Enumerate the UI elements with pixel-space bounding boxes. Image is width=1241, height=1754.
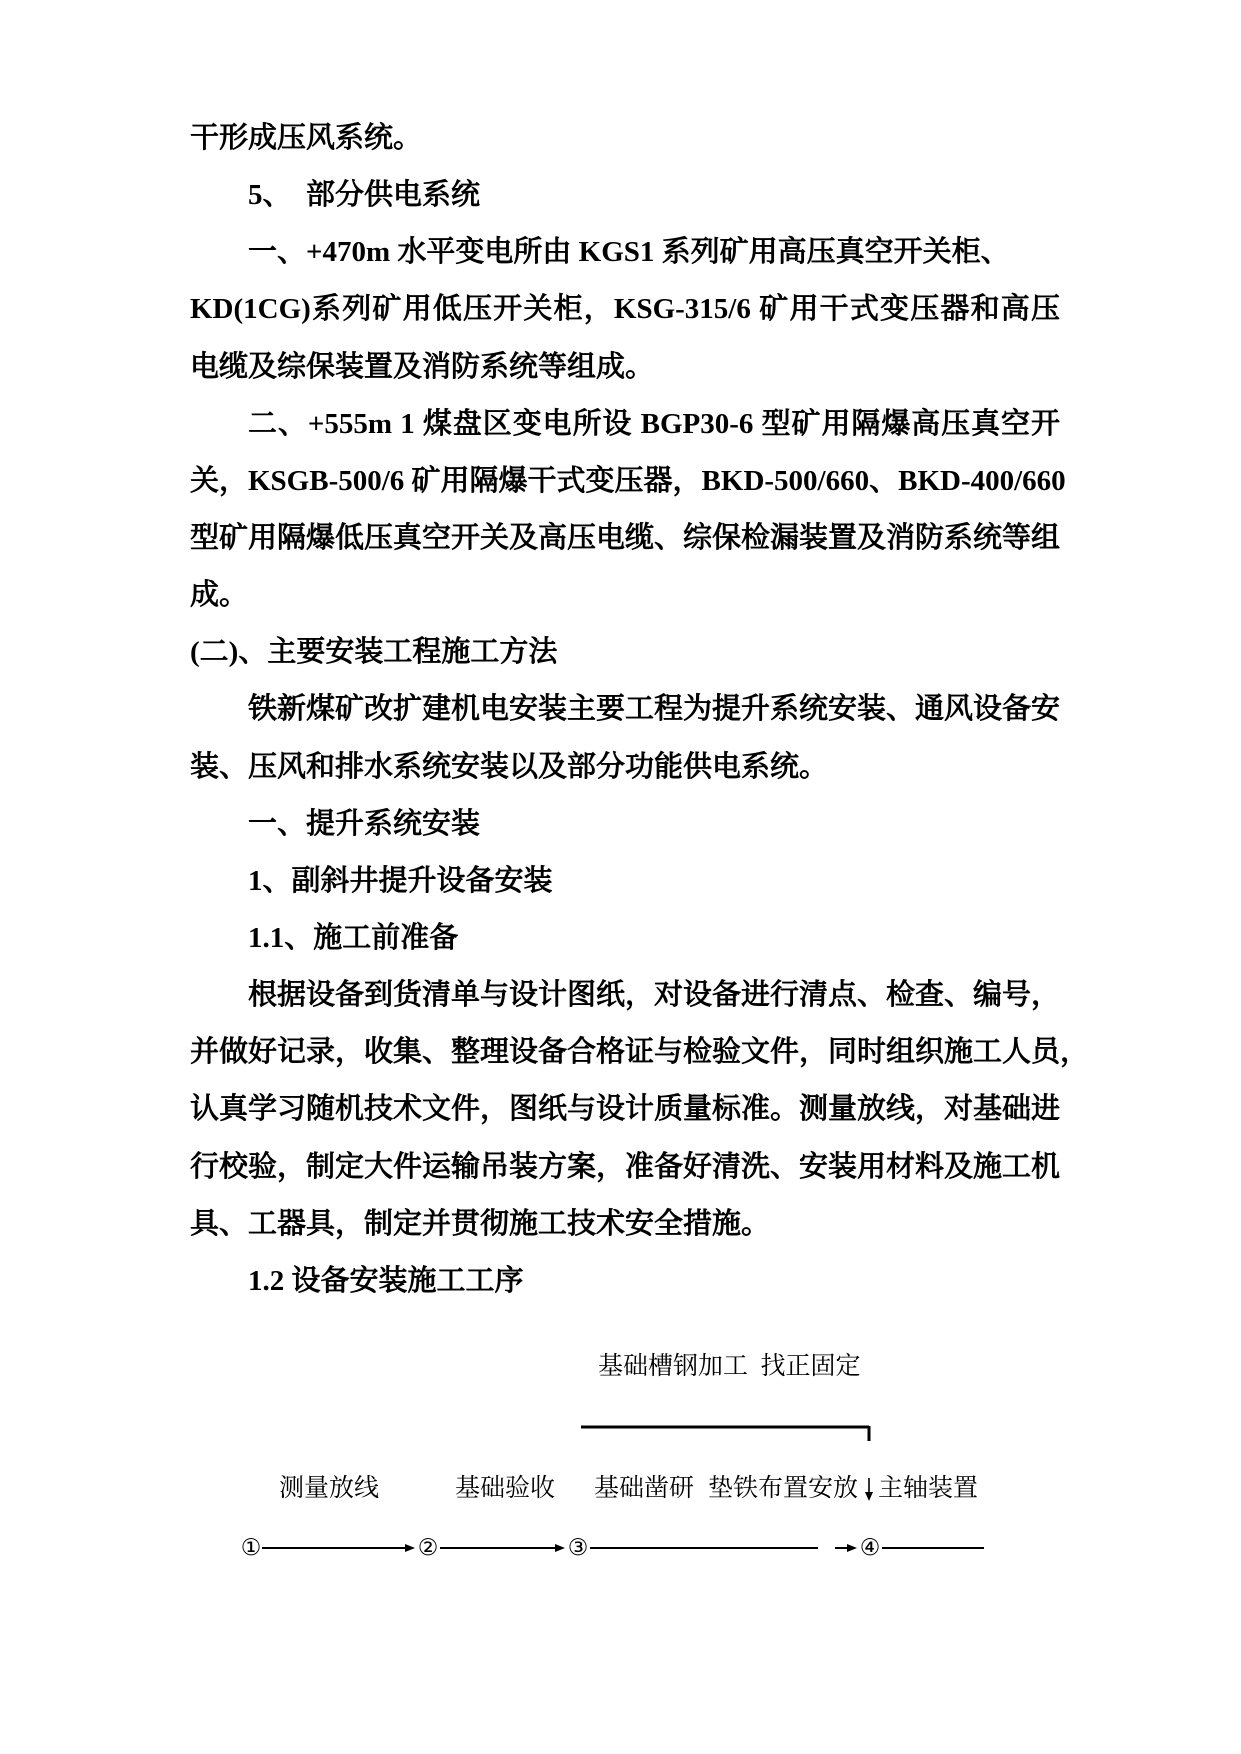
arrow-head-to-node-4 bbox=[847, 1544, 857, 1552]
arrow-head-to-node-3 bbox=[555, 1544, 565, 1552]
flow-node-4: ④ bbox=[859, 1535, 881, 1561]
step-label-shim-placement: 垫铁布置安放 bbox=[708, 1475, 859, 1502]
body-text-line: 干形成压风系统。 bbox=[190, 122, 423, 154]
down-arrow-head bbox=[865, 1492, 873, 1501]
body-text-line: 电缆及综保装置及消防系统等组成。 bbox=[190, 350, 655, 383]
body-text-line: 行校验，制定大件运输吊装方案，准备好清洗、安装用材料及施工机 bbox=[190, 1150, 1061, 1183]
body-text-line: 铁新煤矿改扩建机电安装主要工程为提升系统安装、通风设备安 bbox=[248, 693, 1061, 726]
section-heading-power-supply: 5、 部分供电系统 bbox=[248, 179, 481, 212]
section-heading-process-sequence: 1.2 设备安装施工工序 bbox=[248, 1264, 524, 1297]
body-text-line: 成。 bbox=[190, 579, 249, 612]
body-text-line: 具、工器具，制定并贯彻施工技术安全措施。 bbox=[190, 1207, 771, 1240]
flow-node-3: ③ bbox=[567, 1535, 589, 1561]
section-heading-installation-methods: (二)、主要安装工程施工方法 bbox=[190, 636, 558, 669]
flow-node-2: ② bbox=[417, 1535, 439, 1561]
step-label-survey: 测量放线 bbox=[279, 1475, 380, 1502]
body-text-line: 认真学习随机技术文件，图纸与设计质量标准。测量放线，对基础进 bbox=[190, 1093, 1061, 1126]
body-text-line: 装、压风和排水系统安装以及部分功能供电系统。 bbox=[190, 750, 829, 783]
body-text-line: KD(1CG)系列矿用低压开关柜，KSG-315/6 矿用干式变压器和高压 bbox=[190, 293, 1060, 326]
document-body bbox=[190, 110, 1090, 1310]
body-text-line: 关，KSGB-500/6 矿用隔爆干式变压器，BKD-500/660、BKD-400/660 bbox=[190, 464, 1066, 497]
body-text-line: 根据设备到货清单与设计图纸，对设备进行清点、检查、编号， bbox=[248, 979, 1061, 1012]
flow-node-1: ① bbox=[240, 1535, 262, 1561]
arrow-head-to-node-2 bbox=[405, 1544, 415, 1552]
step-label-foundation-chiseling: 基础凿研 bbox=[594, 1475, 695, 1502]
section-heading-preparation: 1.1、施工前准备 bbox=[248, 921, 459, 954]
section-heading-inclined-shaft: 1、副斜井提升设备安装 bbox=[248, 864, 553, 897]
body-text-line: 型矿用隔爆低压真空开关及高压电缆、综保检漏装置及消防系统等组 bbox=[190, 521, 1061, 554]
body-text-line: 并做好记录，收集、整理设备合格证与检验文件，同时组织施工人员， bbox=[190, 1036, 1090, 1069]
step-label-main-shaft: 主轴装置 bbox=[878, 1475, 979, 1502]
step-label-foundation-acceptance: 基础验收 bbox=[455, 1475, 556, 1502]
body-text-line: 二、+555m 1 煤盘区变电所设 BGP30-6 型矿用隔爆高压真空开 bbox=[248, 407, 1060, 440]
section-heading-hoisting-system: 一、提升系统安装 bbox=[248, 807, 481, 840]
body-text-line: 一、+470m 水平变电所由 KGS1 系列矿用高压真空开关柜、 bbox=[248, 236, 1010, 269]
upper-step-label: 基础槽钢加工 找正固定 bbox=[598, 1353, 861, 1380]
